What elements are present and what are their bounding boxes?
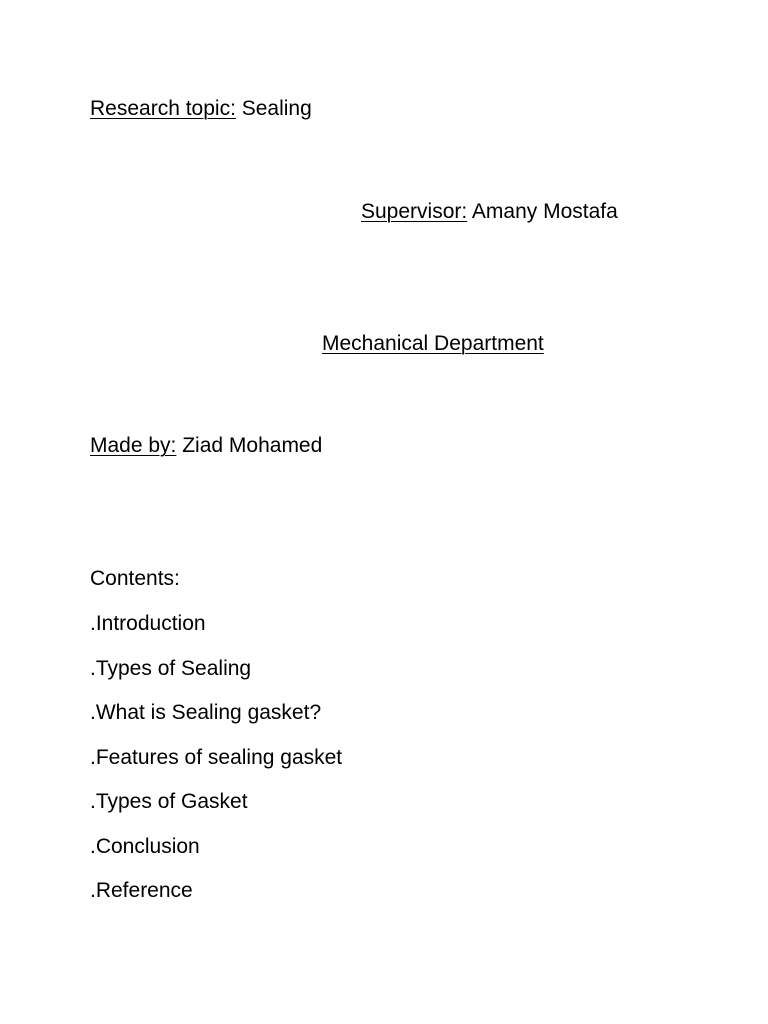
department-line <box>322 331 544 357</box>
contents-item-features-of-sealing-gasket: .Features of sealing gasket <box>90 745 343 769</box>
supervisor-value: Amany Mostafa <box>467 200 618 223</box>
made-by-value: Ziad Mohamed <box>176 434 323 457</box>
contents-item-what-is-sealing-gasket: .What is Sealing gasket? <box>90 701 322 724</box>
contents-item-reference: .Reference <box>90 879 193 902</box>
research-topic-label: Research topic: <box>90 97 236 120</box>
contents-item-introduction: .Introduction <box>90 612 206 635</box>
contents-heading: Contents: <box>90 567 180 590</box>
research-topic-line <box>90 96 312 122</box>
research-topic-value: Sealing <box>235 97 312 120</box>
department-name: Mechanical Department <box>322 332 544 355</box>
made-by-line <box>90 433 322 459</box>
contents-item-types-of-gasket: .Types of Gasket <box>90 790 248 813</box>
supervisor-line <box>361 199 618 225</box>
contents-item-conclusion: .Conclusion <box>90 834 200 858</box>
made-by-label: Made by: <box>90 434 177 457</box>
supervisor-label: Supervisor: <box>361 200 468 223</box>
contents-item-types-of-sealing: .Types of Sealing <box>90 656 252 680</box>
contents-list <box>90 611 342 923</box>
